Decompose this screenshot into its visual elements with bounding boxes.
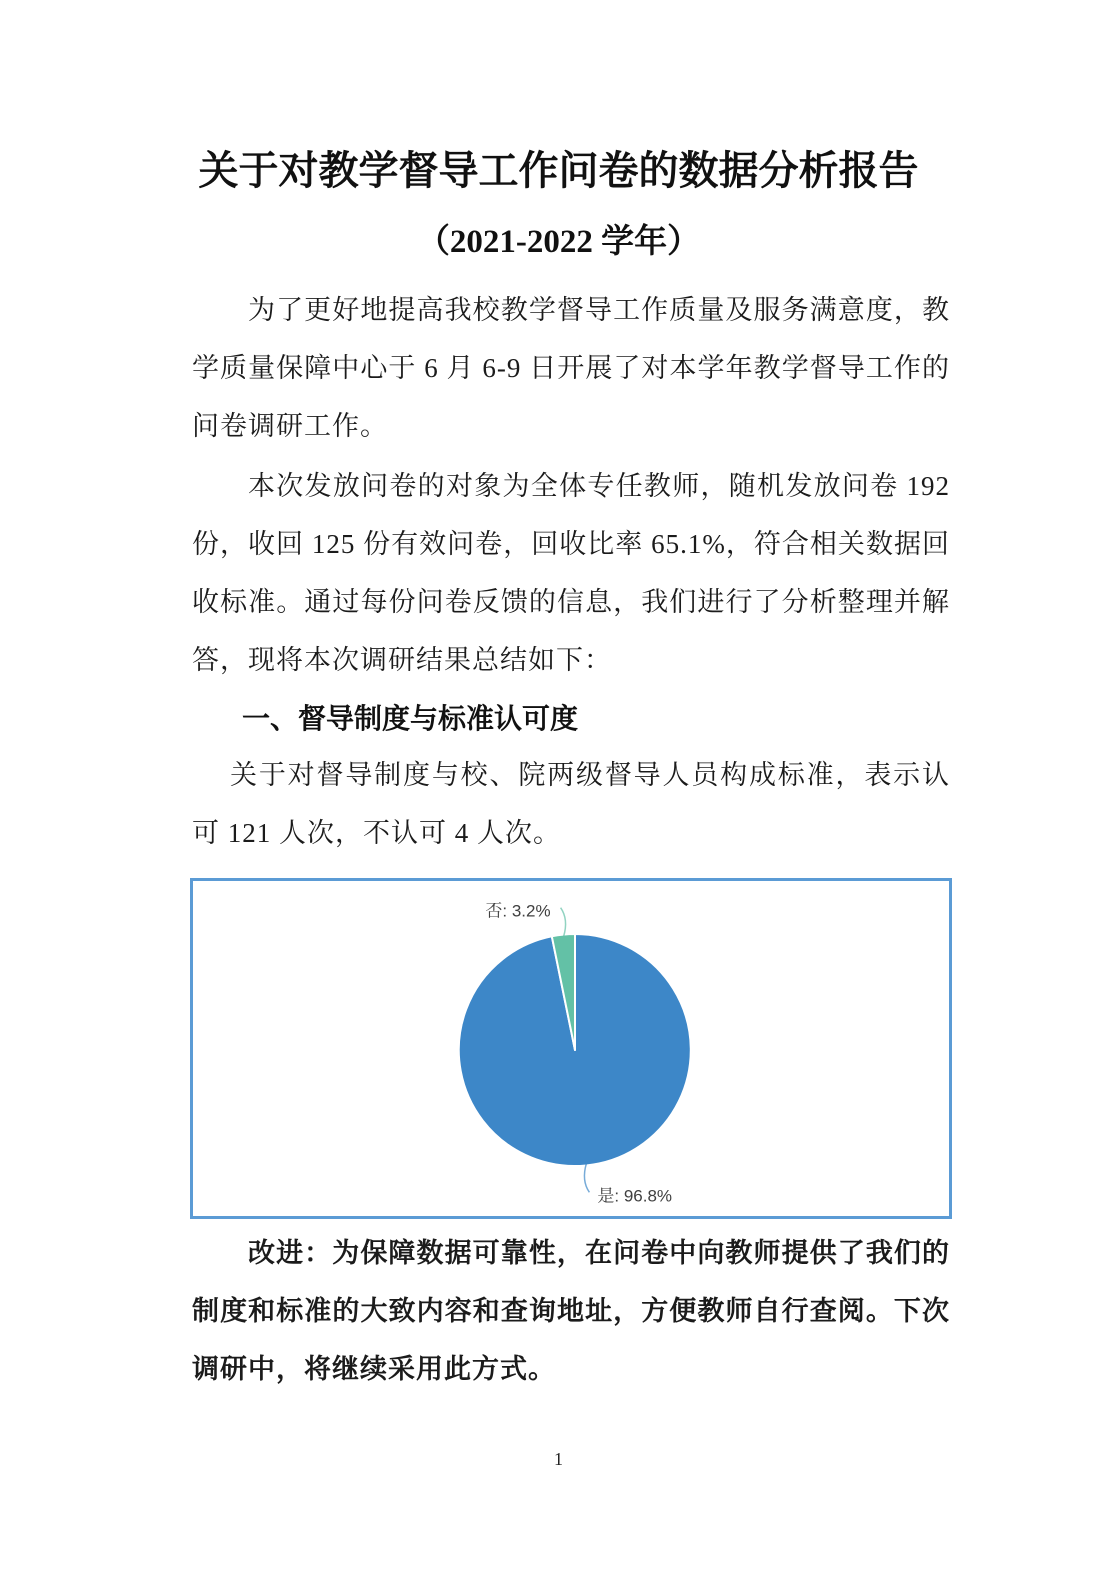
pie-label-是: 是: 96.8% xyxy=(597,1186,673,1206)
pie-chart-svg xyxy=(193,881,949,1216)
pie-leader-line-否 xyxy=(561,908,566,937)
improvement-text: 为保障数据可靠性，在问卷中向教师提供了我们的制度和标准的大致内容和查询地址，方便教师自行查阅。下次调研中，将继续采用此方式。 xyxy=(192,1238,950,1384)
paragraph-intro: 为了更好地提高我校教学督导工作质量及服务满意度，教学质量保障中心于 6 月 6-9 日开展了对本学年教学督导工作的问卷调研工作。 xyxy=(192,295,950,441)
document-title: 关于对教学督导工作问卷的数据分析报告 xyxy=(198,148,919,193)
section-1-heading: 一、督导制度与标准认可度 xyxy=(242,703,579,734)
paragraph-improvement xyxy=(192,1224,950,1398)
pie-leader-line-是 xyxy=(584,1163,589,1192)
paragraph-methodology: 本次发放问卷的对象为全体专任教师，随机发放问卷 192 份，收回 125 份有效问卷，回收比率 65.1%，符合相关数据回收标准。通过每份问卷反馈的信息，我们进行了分析整理并解答，现将本次调研结果总结如下： xyxy=(192,471,950,675)
document-subtitle: （2021-2022 学年） xyxy=(416,224,701,260)
pie-label-否: 否: 3.2% xyxy=(485,901,551,921)
paragraph-section1-result: 关于对督导制度与校、院两级督导人员构成标准，表示认可 121 人次，不认可 4 人次。 xyxy=(192,760,950,848)
page-number: 1 xyxy=(554,1449,563,1469)
improvement-lead-label: 改进： xyxy=(248,1238,333,1268)
pie-chart-container xyxy=(190,878,952,1219)
